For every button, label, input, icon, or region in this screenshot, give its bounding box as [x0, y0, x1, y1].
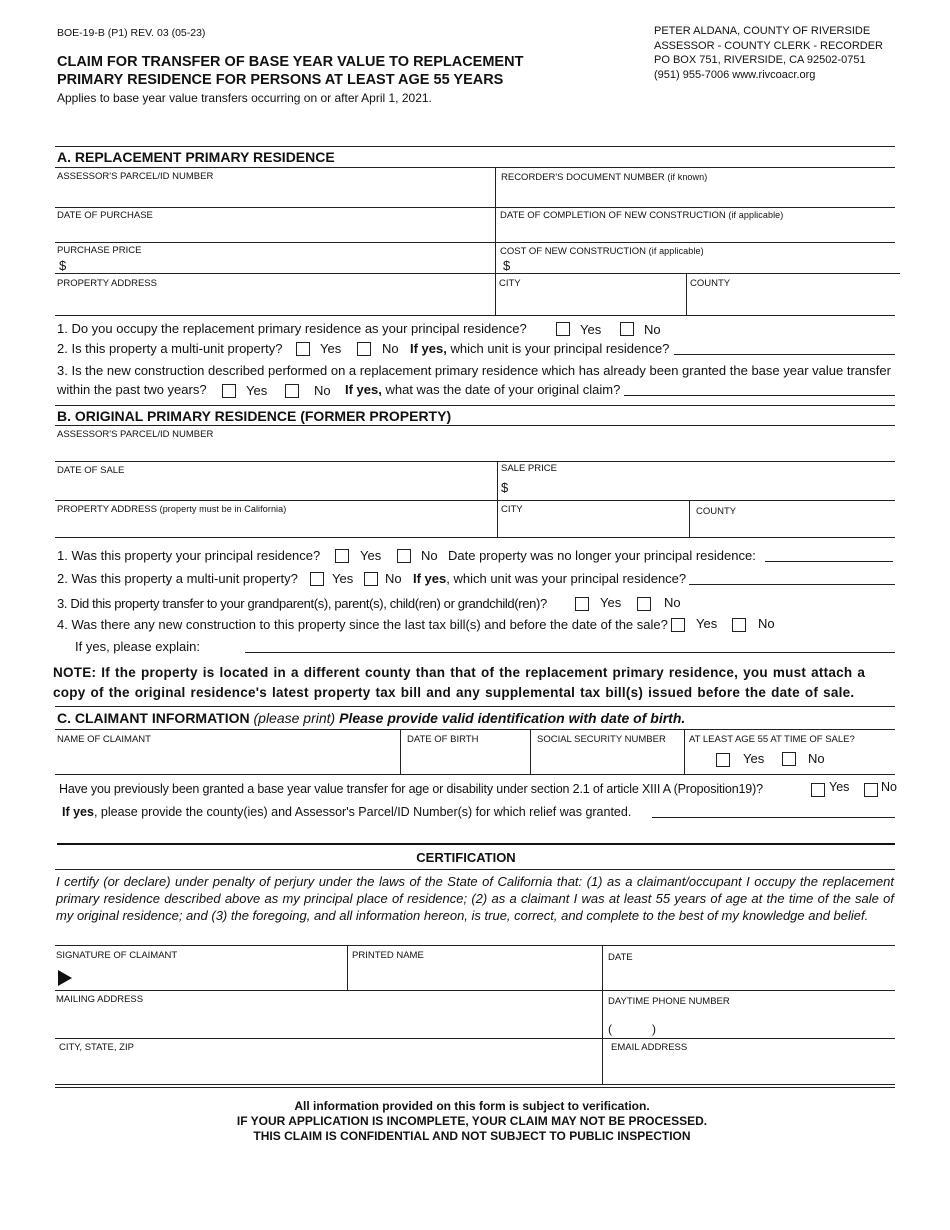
signature-label: SIGNATURE OF CLAIMANT	[56, 950, 178, 961]
a-county-label: COUNTY	[690, 278, 731, 289]
a-purchase-price-label: PURCHASE PRICE	[57, 245, 142, 256]
a-q2-text: 2. Is this property a multi-unit property?	[57, 341, 283, 356]
certification-text: I certify (or declare) under penalty of perjury under the laws of the State of California that: (1) as a claimant/occupant I occupy the replacement primary residence described above as my principal place of residence; (2) as a claimant I was at least 55 years of age at the time of the sale of my original residence; and (3) the foregoing, and all information hereon, is true, correct, and complete to the best of my knowledge and belief.	[56, 874, 894, 923]
county-contact-block	[654, 24, 883, 82]
county-line-2: ASSESSOR - COUNTY CLERK - RECORDER	[654, 39, 884, 52]
a-purchase-price-field[interactable]	[70, 257, 490, 273]
applies-note: Applies to base year value transfers occurring on or after April 1, 2021.	[57, 91, 432, 105]
yes-label: Yes	[320, 341, 342, 356]
divider	[55, 405, 895, 406]
footer	[0, 1099, 944, 1144]
no-label: No	[644, 322, 661, 337]
b-apn-field[interactable]	[57, 441, 893, 460]
b-q1-text: 1. Was this property your principal residence?	[57, 548, 321, 563]
a-recorder-field[interactable]	[501, 184, 893, 206]
a-q2-yes-checkbox[interactable]	[296, 342, 310, 356]
divider	[55, 425, 895, 426]
divider	[55, 315, 895, 316]
divider	[55, 461, 895, 462]
yes-label: Yes	[600, 595, 622, 610]
a-property-address-label: PROPERTY ADDRESS	[57, 278, 157, 289]
city-state-zip-field[interactable]	[58, 1056, 598, 1082]
b-city-field[interactable]	[501, 516, 686, 535]
b-county-field[interactable]	[694, 518, 893, 535]
no-label: No	[385, 571, 402, 586]
a-q3-date-field[interactable]	[624, 395, 895, 396]
a-q1-text: 1. Do you occupy the replacement primary residence as your principal residence?	[57, 321, 527, 336]
divider	[347, 945, 348, 990]
c-age55-label: AT LEAST AGE 55 AT TIME OF SALE?	[689, 734, 855, 745]
footer-line-1: All information provided on this form is subject to verification.	[294, 1099, 650, 1113]
b-q2-unit-field[interactable]	[689, 584, 895, 585]
b-explain-label: If yes, please explain:	[75, 639, 201, 654]
county-line-1: PETER ALDANA, COUNTY OF RIVERSIDE	[654, 25, 871, 37]
c-name-field[interactable]	[57, 747, 397, 771]
c-dob-field[interactable]	[405, 747, 527, 771]
no-label: No	[758, 616, 775, 631]
divider	[497, 461, 498, 537]
section-c-title: C. CLAIMANT INFORMATION (please print) Please provide valid identification with date of birth.	[57, 710, 686, 726]
divider	[55, 537, 895, 538]
b-q3-text: 3. Did this property transfer to your grandparent(s), parent(s), child(ren) or grandchild(ren)?	[57, 596, 547, 611]
phone-area-code: ( )	[608, 1022, 656, 1036]
a-q1-yes-checkbox[interactable]	[556, 322, 570, 336]
b-sale-price-field[interactable]	[514, 477, 893, 497]
dollar-sign: $	[501, 480, 509, 495]
a-city-field[interactable]	[499, 291, 683, 313]
b-property-address-field[interactable]	[57, 516, 493, 535]
a-date-completion-field[interactable]	[500, 222, 893, 242]
a-q1-no-checkbox[interactable]	[620, 322, 634, 336]
phone-label: DAYTIME PHONE NUMBER	[608, 996, 730, 1007]
divider	[689, 500, 690, 537]
c-prev-ifyes: If yes, please provide the county(ies) and Assessor's Parcel/ID Number(s) for which relief was granted.	[62, 805, 632, 819]
divider	[55, 242, 895, 243]
b-county-label: COUNTY	[696, 506, 737, 517]
divider	[55, 774, 895, 775]
b-q1-yes-checkbox[interactable]	[335, 549, 349, 563]
section-a-title: A. REPLACEMENT PRIMARY RESIDENCE	[57, 149, 335, 165]
divider	[55, 146, 895, 147]
email-label: EMAIL ADDRESS	[611, 1042, 688, 1053]
a-date-purchase-label: DATE OF PURCHASE	[57, 210, 153, 221]
mailing-address-field[interactable]	[56, 1008, 598, 1036]
divider	[55, 990, 895, 991]
divider	[57, 843, 895, 845]
b-explain-field[interactable]	[245, 652, 895, 653]
yes-label: Yes	[246, 383, 268, 398]
b-date-sale-label: DATE OF SALE	[57, 465, 125, 476]
form-id: BOE-19-B (P1) REV. 03 (05-23)	[57, 27, 206, 39]
yes-label: Yes	[829, 780, 850, 794]
yes-label: Yes	[332, 571, 354, 586]
divider	[55, 1087, 895, 1088]
a-q3-text-line1: 3. Is the new construction described performed on a replacement primary residence which has already been granted the base year value transfer	[57, 363, 891, 378]
a-date-completion-label: DATE OF COMPLETION OF NEW CONSTRUCTION (if applicable)	[500, 210, 784, 221]
b-q1-date-label: Date property was no longer your principal residence:	[448, 548, 756, 563]
divider	[55, 945, 895, 946]
c-prev-relief-field[interactable]	[652, 817, 895, 818]
b-note-line2: copy of the original residence's latest property tax bill and any supplemental tax bill(s) issued before the date of sale.	[53, 685, 855, 700]
sign-here-arrow-icon	[58, 970, 72, 986]
a-date-purchase-field[interactable]	[57, 222, 492, 242]
dollar-sign: $	[503, 258, 511, 273]
divider	[55, 207, 895, 208]
yes-label: Yes	[580, 322, 602, 337]
divider	[55, 273, 900, 274]
no-label: No	[421, 548, 438, 563]
b-q4-no-checkbox[interactable]	[732, 618, 746, 632]
no-label: No	[808, 751, 825, 766]
yes-label: Yes	[360, 548, 382, 563]
yes-label: Yes	[696, 616, 718, 631]
city-state-zip-label: CITY, STATE, ZIP	[59, 1042, 134, 1053]
a-county-field[interactable]	[690, 291, 893, 313]
footer-line-3: THIS CLAIM IS CONFIDENTIAL AND NOT SUBJECT TO PUBLIC INSPECTION	[253, 1129, 691, 1143]
divider	[55, 1038, 895, 1039]
certification-title: CERTIFICATION	[416, 850, 516, 865]
divider	[495, 167, 496, 315]
no-label: No	[881, 780, 897, 794]
no-label: No	[382, 341, 399, 356]
date-label: DATE	[608, 952, 633, 963]
b-q4-text: 4. Was there any new construction to this property since the last tax bill(s) and before the date of the sale?	[57, 617, 668, 632]
divider	[686, 273, 687, 315]
a-cost-new-field[interactable]	[515, 257, 893, 273]
a-cost-new-label: COST OF NEW CONSTRUCTION (if applicable)	[500, 246, 704, 257]
a-q2-ifyes: If yes, which unit is your principal residence?	[410, 341, 670, 356]
a-q3-no-checkbox[interactable]	[285, 384, 299, 398]
date-field[interactable]	[608, 964, 893, 988]
phone-field[interactable]	[664, 1020, 893, 1036]
form-title-line1: CLAIM FOR TRANSFER OF BASE YEAR VALUE TO REPLACEMENT	[57, 54, 524, 70]
divider	[55, 706, 895, 707]
c-prev-no-checkbox[interactable]	[864, 783, 878, 797]
divider	[55, 729, 895, 730]
county-line-3: PO BOX 751, RIVERSIDE, CA 92502-0751	[654, 54, 866, 66]
a-apn-label: ASSESSOR'S PARCEL/ID NUMBER	[57, 171, 214, 182]
b-q3-no-checkbox[interactable]	[637, 597, 651, 611]
divider	[55, 167, 895, 168]
c-dob-label: DATE OF BIRTH	[407, 734, 479, 745]
a-q3-ifyes: If yes, what was the date of your original claim?	[345, 382, 621, 397]
a-city-label: CITY	[499, 278, 521, 289]
divider	[55, 500, 895, 501]
b-q1-date-field[interactable]	[765, 561, 893, 562]
yes-label: Yes	[743, 751, 765, 766]
divider	[55, 869, 895, 870]
county-line-4: (951) 955-7006 www.rivcoacr.org	[654, 68, 816, 81]
divider	[530, 729, 531, 774]
b-q2-no-checkbox[interactable]	[364, 572, 378, 586]
a-q3-text-line2: within the past two years?	[57, 382, 207, 397]
printed-name-label: PRINTED NAME	[352, 950, 424, 961]
email-field[interactable]	[610, 1056, 893, 1082]
a-property-address-field[interactable]	[57, 291, 492, 313]
c-age55-no-checkbox[interactable]	[782, 752, 796, 766]
signature-field[interactable]	[76, 964, 344, 988]
mailing-address-label: MAILING ADDRESS	[56, 994, 144, 1005]
divider	[55, 1084, 895, 1085]
b-note-line1: NOTE: If the property is located in a different county than that of the replacement primary residence, you must attach a	[53, 665, 866, 680]
b-apn-label: ASSESSOR'S PARCEL/ID NUMBER	[57, 429, 214, 440]
b-sale-price-label: SALE PRICE	[501, 463, 557, 474]
dollar-sign: $	[59, 258, 67, 273]
b-property-address-label: PROPERTY ADDRESS (property must be in California)	[57, 504, 287, 515]
b-q1-no-checkbox[interactable]	[397, 549, 411, 563]
no-label: No	[664, 595, 681, 610]
b-q4-yes-checkbox[interactable]	[671, 618, 685, 632]
b-city-label: CITY	[501, 504, 523, 515]
a-recorder-label: RECORDER'S DOCUMENT NUMBER (if known)	[501, 172, 708, 183]
divider	[602, 945, 603, 1085]
divider	[684, 729, 685, 774]
c-name-label: NAME OF CLAIMANT	[57, 734, 151, 745]
c-prev-yes-checkbox[interactable]	[811, 783, 825, 797]
c-age55-yes-checkbox[interactable]	[716, 753, 730, 767]
divider	[400, 729, 401, 774]
printed-name-field[interactable]	[352, 964, 598, 988]
c-prev-question: Have you previously been granted a base year value transfer for age or disability under section 2.1 of article XIII A (Proposition19)?	[59, 782, 763, 796]
form-title-line2: PRIMARY RESIDENCE FOR PERSONS AT LEAST AGE 55 YEARS	[57, 72, 504, 88]
b-q3-yes-checkbox[interactable]	[575, 597, 589, 611]
b-date-sale-field[interactable]	[57, 478, 492, 498]
c-ssn-field[interactable]	[535, 747, 681, 771]
a-q2-unit-field[interactable]	[674, 354, 895, 355]
a-q2-no-checkbox[interactable]	[357, 342, 371, 356]
a-q3-yes-checkbox[interactable]	[222, 384, 236, 398]
footer-line-2: IF YOUR APPLICATION IS INCOMPLETE, YOUR CLAIM MAY NOT BE PROCESSED.	[236, 1114, 708, 1128]
no-label: No	[314, 383, 331, 398]
section-b-title: B. ORIGINAL PRIMARY RESIDENCE (FORMER PROPERTY)	[57, 408, 452, 424]
b-q2-text: 2. Was this property a multi-unit property?	[57, 571, 298, 586]
c-ssn-label: SOCIAL SECURITY NUMBER	[537, 734, 666, 745]
a-apn-field[interactable]	[57, 184, 492, 206]
b-q2-yes-checkbox[interactable]	[310, 572, 324, 586]
b-q2-ifyes: If yes, which unit was your principal residence?	[413, 571, 687, 586]
